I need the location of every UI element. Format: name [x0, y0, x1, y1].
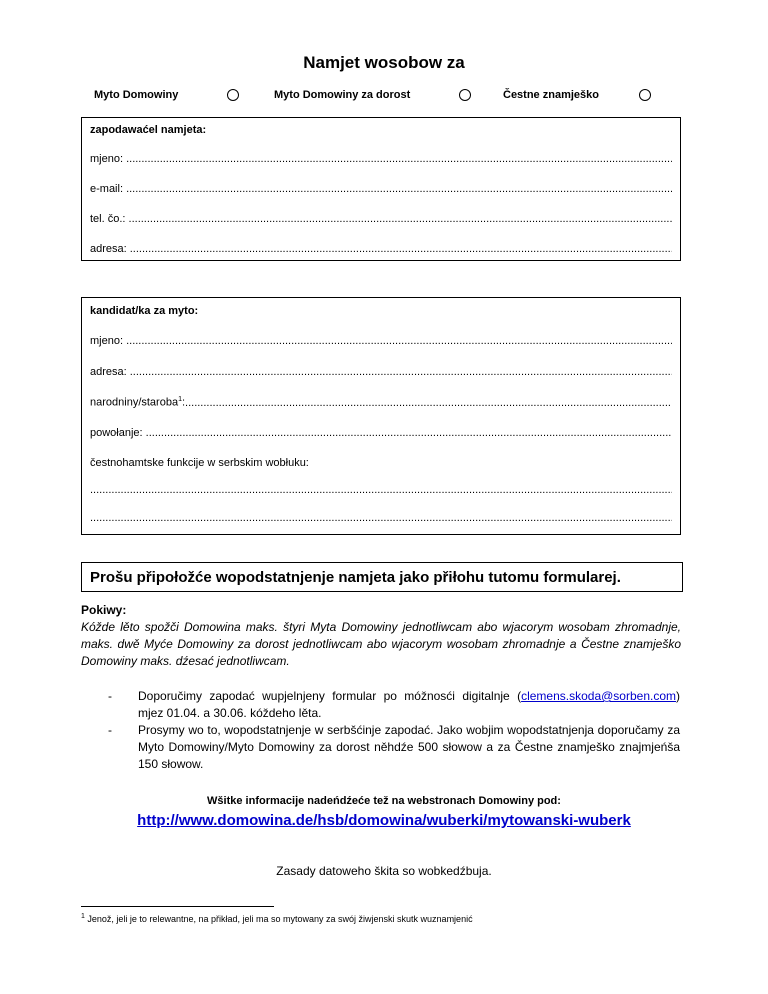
submitter-heading: zapodawaćel namjeta: — [90, 124, 207, 136]
candidate-nationality-colon: : — [181, 396, 186, 409]
attachment-notice: Prošu připołožće wopodstatnjenje namjeta jako přiłohu tutomu formularej. — [81, 562, 683, 592]
candidate-name-field[interactable] — [90, 335, 672, 347]
notes-list — [108, 688, 680, 773]
privacy-note: Zasady datoweho škita so wobkedźbuja. — [276, 864, 492, 878]
submitter-phone-field[interactable] — [90, 213, 672, 225]
footnote-text: Jenož, jeli je to relewantne, na přikład, jeli ma so mytowany za swój žiwjenski skutk wuznamjenić — [84, 914, 473, 924]
list-item: - Doporučimy zapodać wupjelnjeny formular po móžnosći digitalnje (clemens.skoda@sorben.com) mjez 01.04. a 30.06. kóždeho lěta. — [108, 689, 680, 720]
submitter-address-field[interactable] — [90, 243, 672, 255]
submitter-name-label: mjeno: — [90, 153, 127, 165]
website-link[interactable]: http://www.domowina.de/hsb/domowina/wuberki/mytowanski-wuberk — [137, 812, 631, 829]
bullet-1-text-pre: Doporučimy zapodać wupjelnjeny formular po móžnosći digitalnje ( — [138, 689, 522, 703]
candidate-address-label: adresa: — [90, 366, 130, 378]
form-title: Namjet wosobow za — [303, 53, 465, 72]
award-type-radio-dorost[interactable] — [459, 89, 471, 101]
footnote-divider — [81, 906, 274, 907]
submitter-name-field[interactable] — [90, 153, 672, 165]
email-link[interactable]: clemens.skoda@sorben.com — [521, 689, 676, 703]
info-text: Wšitke informacije nadeńdźeće tež na webstronach Domowiny pod: — [207, 795, 561, 807]
candidate-nationality-label: narodniny/staroba — [90, 396, 179, 409]
candidate-name-label: mjeno: — [90, 335, 127, 347]
candidate-honorary-label: čestnohamtske funkcije w serbskim wobłuku: — [90, 457, 309, 469]
submitter-address-label: adresa: — [90, 243, 130, 255]
candidate-honorary-line-1[interactable] — [90, 484, 672, 496]
footnote — [81, 913, 473, 924]
submitter-phone-label: tel. čo.: — [90, 213, 129, 225]
notes-text: Kóžde lěto spožči Domowina maks. štyri Myta Domowiny jednotliwcam abo wjacorym wosobam zhromadnje, maks. dwě Myće Domowiny za dorost jednotliwcam abo wjacorym wosobam zhromadnje a Čestne znamješko Domowiny maks. dźesać jednotliwcam. — [81, 620, 681, 668]
submitter-email-field[interactable] — [90, 183, 672, 195]
award-type-radio-myto[interactable] — [227, 89, 239, 101]
list-item: - Prosymy wo to, wopodstatnjenje w serbšćinje zapodać. Jako wobjim wopodstatnjenja doporučamy za Myto Domowiny/Myto Domowiny za dorost něhdźe 500 słowow a za Čestne znamješko znajmjeńša 150 słowow. — [108, 723, 680, 771]
candidate-nationality-field[interactable] — [90, 396, 672, 409]
award-type-label-znamjesko: Čestne znamješko — [503, 89, 599, 101]
footnote-number: 1 — [81, 913, 85, 920]
candidate-profession-field[interactable] — [90, 427, 672, 439]
candidate-address-field[interactable] — [90, 366, 672, 378]
award-type-label-dorost: Myto Domowiny za dorost — [274, 89, 411, 101]
footnote-marker: 1 — [178, 396, 182, 403]
award-type-label-myto: Myto Domowiny — [94, 89, 179, 101]
bullet-2-text: Prosymy wo to, wopodstatnjenje w serbšćinje zapodać. Jako wobjim wopodstatnjenja doporučamy za Myto Domowiny/Myto Domowiny za dorost něhdźe 500 słowow a za Čestne znamješko znajmjeńša 150 słowow. — [138, 723, 680, 771]
candidate-box — [81, 297, 681, 535]
submitter-box — [81, 117, 681, 261]
candidate-profession-label: powołanje: — [90, 427, 146, 439]
submitter-email-label: e-mail: — [90, 183, 127, 195]
candidate-honorary-line-2[interactable] — [90, 512, 672, 524]
award-type-radio-znamjesko[interactable] — [639, 89, 651, 101]
candidate-heading: kandidat/ka za myto: — [90, 305, 199, 317]
notes-heading: Pokiwy: — [81, 603, 127, 617]
bullet-1-text-post: ) mjez 01.04. a 30.06. kóždeho lěta. — [138, 689, 680, 720]
